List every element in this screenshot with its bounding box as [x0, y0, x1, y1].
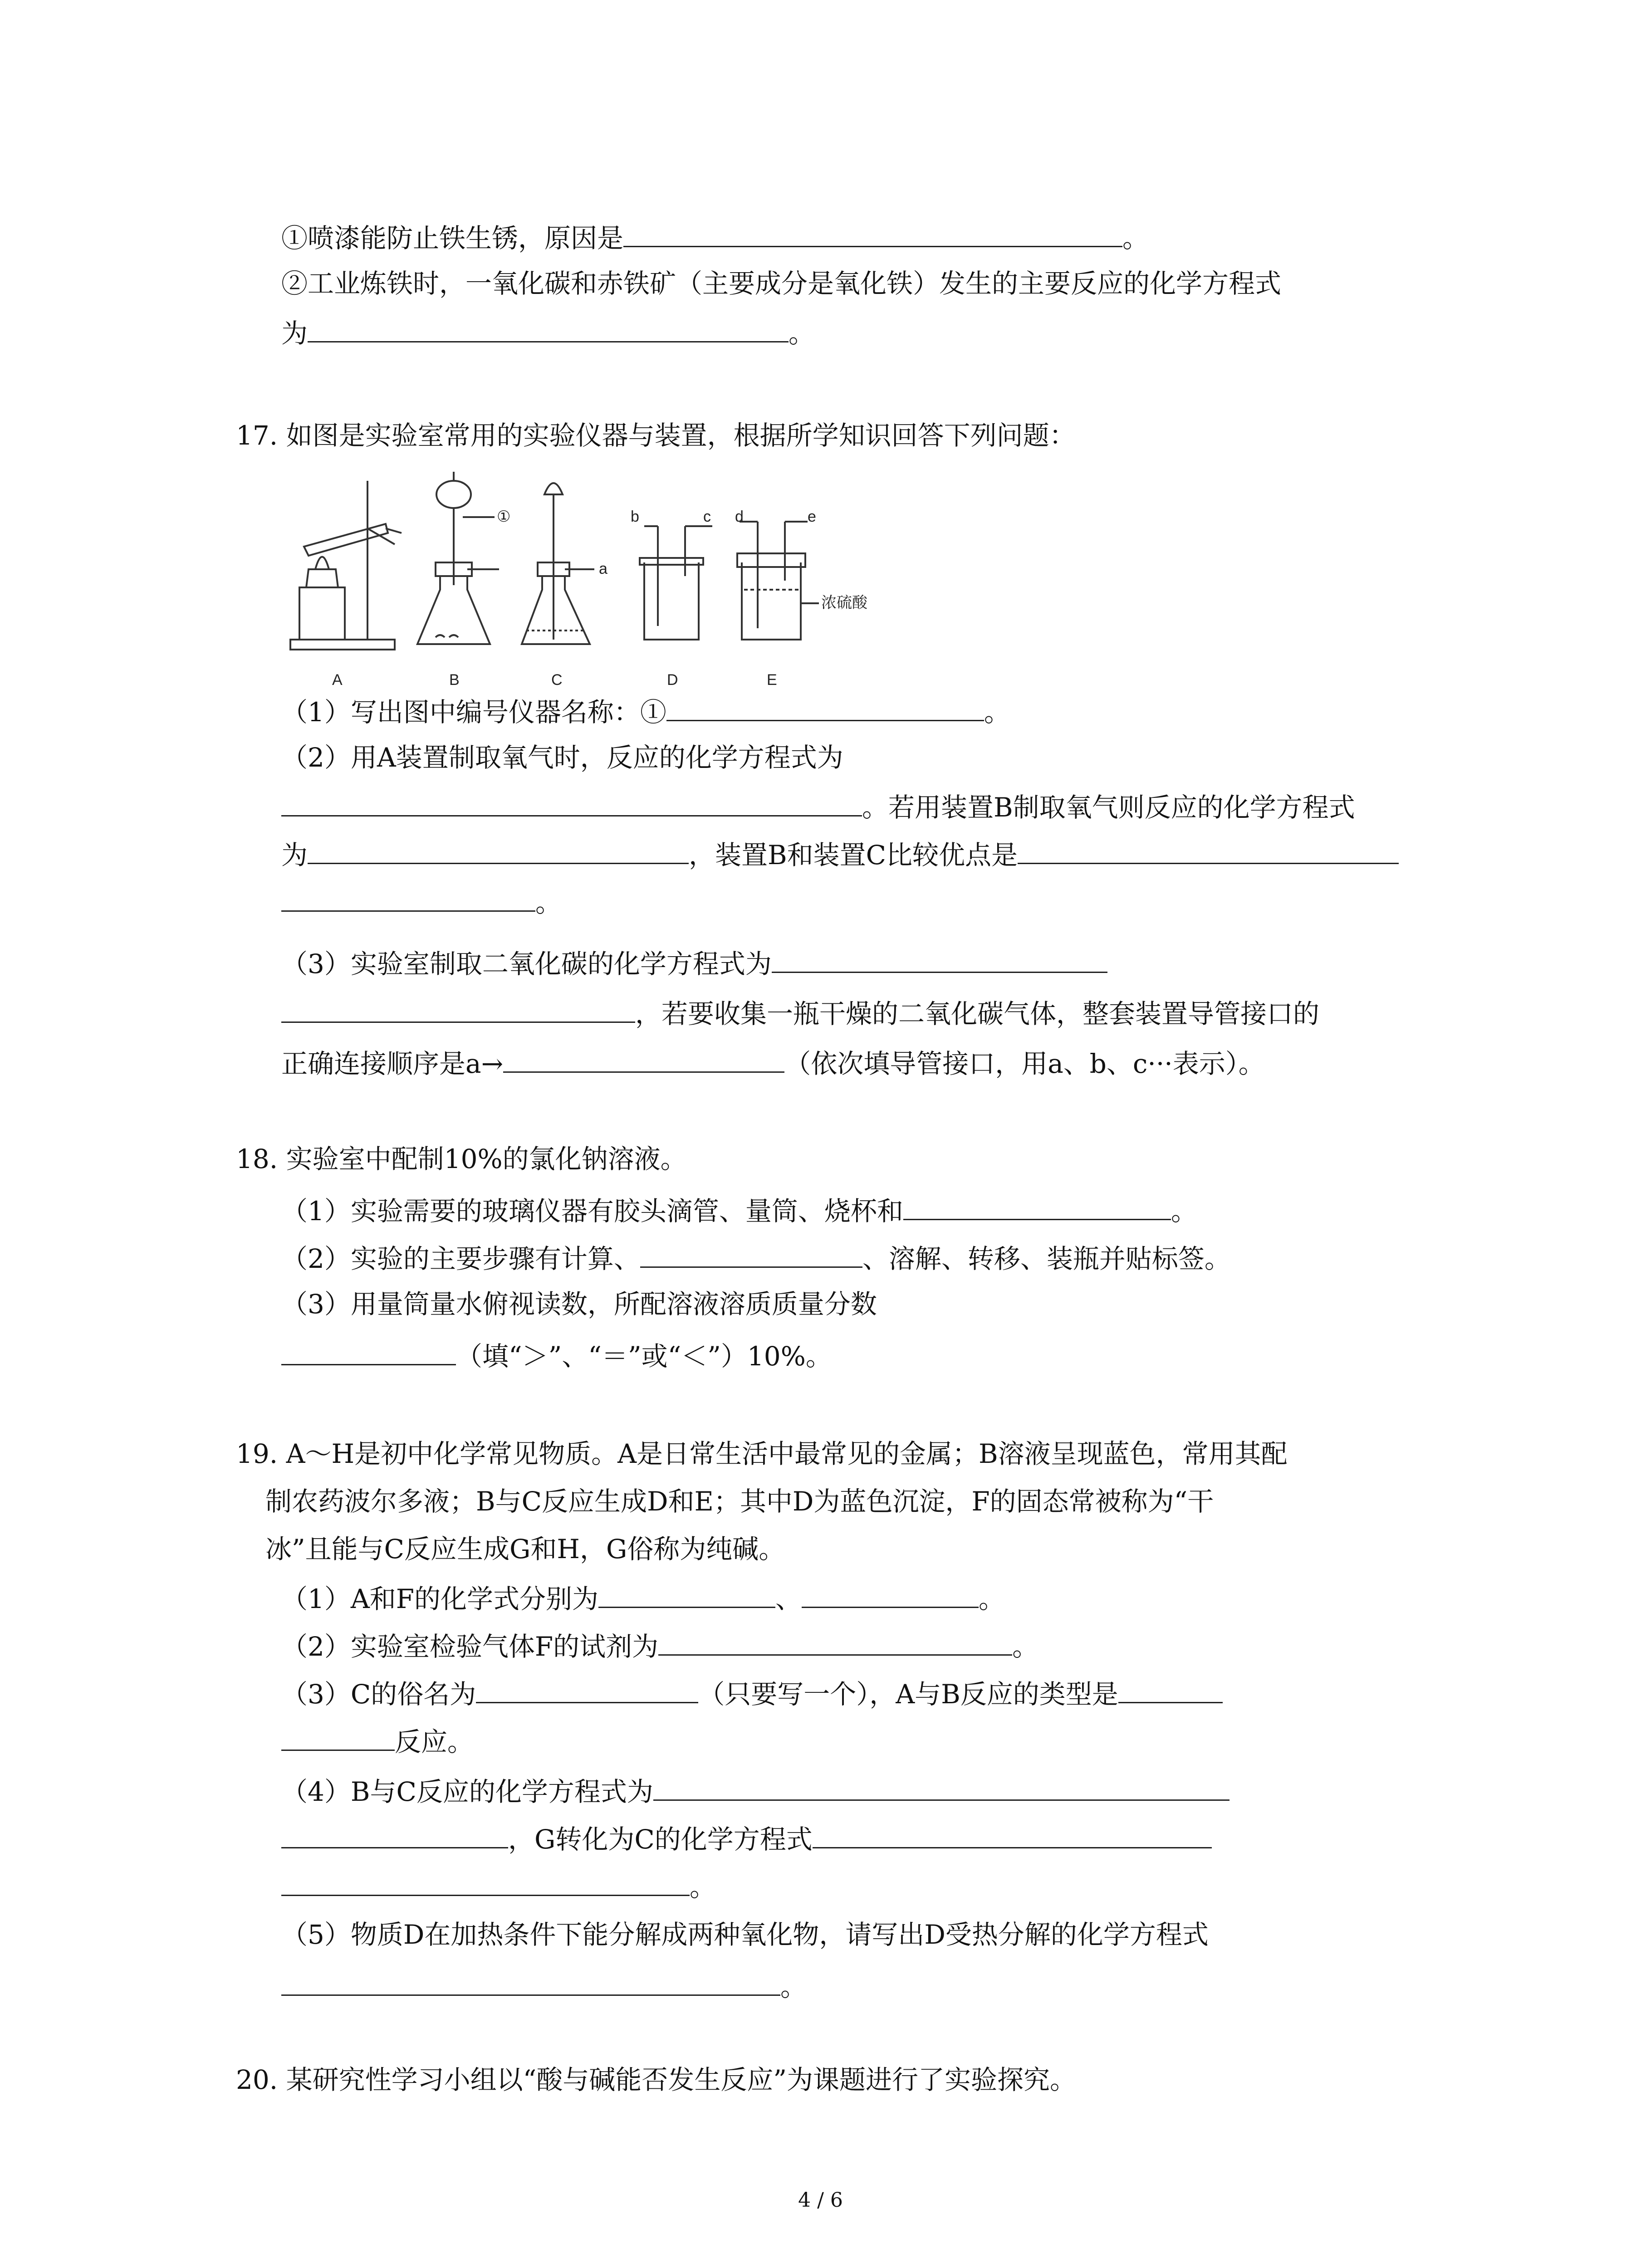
answer-blank[interactable]: [281, 1721, 395, 1751]
answer-blank[interactable]: [281, 1336, 456, 1365]
marker-1: ①: [497, 508, 511, 525]
q18-stem: 18. 实验室中配制10%的氯化钠溶液。: [236, 1144, 687, 1174]
answer-blank[interactable]: [281, 1966, 780, 1996]
q18-p3-line2: （填“＞”、“＝”或“＜”）10%。: [281, 1336, 832, 1374]
answer-blank[interactable]: [281, 993, 635, 1023]
port-d: d: [735, 508, 744, 525]
q17-p3-line1: （3）实验室制取二氧化碳的化学方程式为: [281, 943, 1107, 982]
answer-blank[interactable]: [666, 692, 984, 721]
port-e: e: [808, 508, 816, 525]
q16-sub2: [281, 265, 1281, 302]
q18-p1: （1）实验需要的玻璃仪器有胶头滴管、量筒、烧杯和 。: [281, 1191, 1197, 1229]
apparatus-a: [290, 481, 402, 650]
q19-p4-line3: 。: [281, 1867, 716, 1905]
q17-p2-line2: 。若用装置B制取氧气则反应的化学方程式: [281, 787, 1355, 826]
label-a: A: [332, 671, 343, 689]
answer-blank[interactable]: [903, 1191, 1171, 1220]
q19-p4: （4）B与C反应的化学方程式为: [281, 1771, 1230, 1810]
answer-blank[interactable]: [598, 1579, 775, 1608]
label-e: E: [767, 671, 777, 689]
q17-p3-line2: ，若要收集一瓶干燥的二氧化碳气体，整套装置导管接口的: [281, 993, 1319, 1032]
q20-stem: 20. 某研究性学习小组以“酸与碱能否发生反应”为课题进行了实验探究。: [236, 2064, 1076, 2095]
port-b: b: [631, 508, 639, 525]
answer-blank[interactable]: [623, 218, 1122, 247]
answer-blank[interactable]: [308, 313, 789, 342]
q16-sub2-text: ②工业炼铁时，一氧化碳和赤铁矿（主要成分是氧化铁）发生的主要反应的化学方程式: [281, 268, 1282, 299]
answer-blank[interactable]: [1118, 1674, 1223, 1703]
answer-blank[interactable]: [772, 943, 1107, 973]
q16-sub2-answer: 为 。: [281, 313, 815, 352]
answer-blank[interactable]: [281, 787, 862, 816]
label-c: C: [551, 671, 563, 689]
q17-p1: （1）写出图中编号仪器名称：① 。: [281, 692, 1010, 730]
q19-p2: （2）实验室检验气体F的试剂为 。: [281, 1626, 1038, 1665]
acid-label: 浓硫酸: [821, 594, 867, 611]
apparatus-b: [417, 472, 499, 644]
q19-p3: （3）C的俗名为 （只要写一个），A与B反应的类型是: [281, 1674, 1223, 1712]
q16-sub1-text: ①喷漆能防止铁生锈，原因是: [281, 223, 624, 254]
q18-p2: （2）实验的主要步骤有计算、 、溶解、转移、装瓶并贴标签。: [281, 1238, 1231, 1277]
answer-blank[interactable]: [813, 1819, 1212, 1848]
answer-blank[interactable]: [281, 1867, 690, 1896]
q19-p5: （5）物质D在加热条件下能分解成两种氧化物，请写出D受热分解的化学方程式: [281, 1919, 1209, 1950]
q17-p2-line3: 为 ，装置B和装置C比较优点是: [281, 835, 1399, 873]
label-d: D: [667, 671, 678, 689]
answer-blank[interactable]: [308, 835, 689, 864]
answer-blank[interactable]: [802, 1579, 979, 1608]
label-b: B: [449, 671, 460, 689]
q17-p2-line1: （2）用A装置制取氧气时，反应的化学方程式为: [281, 742, 843, 773]
answer-blank[interactable]: [640, 1238, 862, 1268]
apparatus-c: [522, 483, 594, 644]
answer-blank[interactable]: [653, 1771, 1230, 1801]
port-a: a: [599, 560, 607, 577]
q19-stem-line1: 19. A～H是初中化学常见物质。A是日常生活中最常见的金属；B溶液呈现蓝色，常用其配: [236, 1438, 1288, 1469]
apparatus-d: [640, 526, 712, 640]
q19-p5-line2: 。: [281, 1966, 807, 2005]
answer-blank[interactable]: [658, 1626, 1012, 1656]
answer-blank[interactable]: [281, 1819, 508, 1848]
answer-blank[interactable]: [476, 1674, 698, 1703]
q19-p3-line2: 反应。: [281, 1721, 474, 1760]
answer-blank[interactable]: [281, 882, 535, 912]
q19-stem-line2: 制农药波尔多液；B与C反应生成D和E；其中D为蓝色沉淀，F的固态常被称为“干: [265, 1486, 1214, 1517]
page-number: 4 / 6: [798, 2189, 843, 2212]
apparatus-e: [737, 522, 819, 640]
q19-stem-line3: 冰”且能与C反应生成G和H，G俗称为纯碱。: [265, 1534, 785, 1564]
q18-p3-line1: （3）用量筒量水俯视读数，所配溶液溶质质量分数: [281, 1289, 877, 1320]
answer-blank[interactable]: [503, 1043, 784, 1073]
q16-sub1: ①喷漆能防止铁生锈，原因是 。: [281, 218, 1149, 256]
answer-blank[interactable]: [1018, 835, 1399, 864]
q17-p2-line4: 。: [281, 882, 562, 921]
port-c: c: [703, 508, 711, 525]
q17-stem: 17. 如图是实验室常用的实验仪器与装置，根据所学知识回答下列问题：: [236, 420, 1076, 451]
q19-p4-line2: ，G转化为C的化学方程式: [281, 1819, 1212, 1857]
apparatus-figure: [281, 472, 916, 699]
q17-p3-line3: 正确连接顺序是a→ （依次填导管接口，用a、b、c···表示）。: [281, 1043, 1265, 1082]
q19-p1: （1）A和F的化学式分别为 、 。: [281, 1579, 1005, 1617]
